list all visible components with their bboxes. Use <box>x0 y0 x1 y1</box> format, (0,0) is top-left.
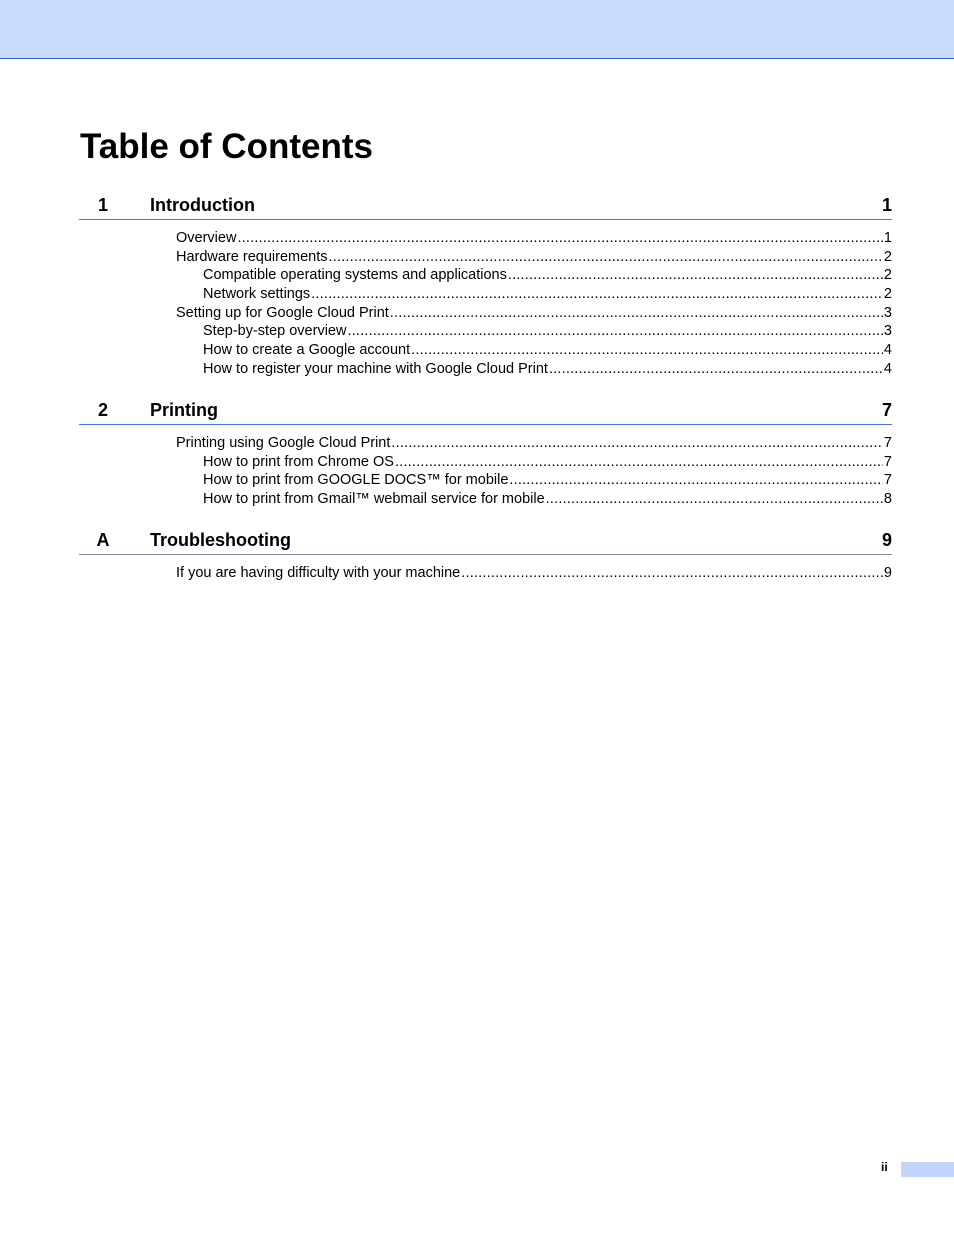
toc-subentry[interactable] <box>203 490 892 509</box>
entry-text: Step-by-step overview <box>203 323 347 340</box>
entry-page-number: 7 <box>883 435 892 451</box>
toc-entry[interactable] <box>176 304 892 323</box>
chapter-number: 1 <box>97 195 108 215</box>
entry-page-number: 2 <box>883 286 892 303</box>
toc-subentry[interactable] <box>203 285 892 304</box>
chapter-heading[interactable] <box>79 399 892 425</box>
dot-leader <box>347 322 882 341</box>
chapter-title: Troubleshooting <box>150 530 291 550</box>
entry-text: How to create a Google account <box>203 342 411 359</box>
toc-entry[interactable] <box>176 229 892 248</box>
entry-page-number: 2 <box>883 248 892 265</box>
entry-page-number: 4 <box>883 360 892 377</box>
toc-chapter-printing <box>79 399 892 509</box>
toc-chapter-troubleshooting <box>79 529 892 583</box>
chapter-page-number: 7 <box>881 400 892 420</box>
entry-page-number: 2 <box>883 267 892 284</box>
entry-text: How to print from Gmail™ webmail service for mobile <box>203 491 545 508</box>
header-band <box>0 0 954 59</box>
toc-entry[interactable] <box>176 434 892 453</box>
dot-leader <box>391 434 883 453</box>
toc-chapter-introduction <box>79 194 892 379</box>
toc-subentry[interactable] <box>203 266 892 285</box>
chapter-page-number: 1 <box>881 195 892 215</box>
toc-subentry[interactable] <box>203 322 892 341</box>
toc-entry[interactable] <box>176 564 892 583</box>
entry-page-number: 7 <box>883 472 892 489</box>
dot-leader <box>411 341 883 360</box>
entry-text: Compatible operating systems and applications <box>203 267 507 284</box>
dot-leader <box>237 229 882 248</box>
entry-page-number: 8 <box>883 491 892 508</box>
chapter-heading[interactable] <box>79 194 892 220</box>
entry-text: If you are having difficulty with your machine <box>176 565 461 581</box>
toc-subentry[interactable] <box>203 341 892 360</box>
chapter-number: A <box>96 530 110 550</box>
entry-text: How to register your machine with Google Cloud Print <box>203 360 548 377</box>
entry-text: Network settings <box>203 286 311 303</box>
toc-subentry[interactable] <box>203 471 892 490</box>
entry-page-number: 4 <box>883 342 892 359</box>
dot-leader <box>549 360 883 379</box>
chapter-title: Printing <box>150 400 218 420</box>
toc-entries <box>79 425 892 509</box>
toc-entry[interactable] <box>176 248 892 267</box>
dot-leader <box>461 564 883 583</box>
entry-text: Setting up for Google Cloud Print <box>176 304 389 321</box>
toc-subentry[interactable] <box>203 360 892 379</box>
entry-text: How to print from GOOGLE DOCS™ for mobile <box>203 472 509 489</box>
toc-entries <box>79 220 892 379</box>
footer-tab <box>901 1162 954 1177</box>
dot-leader <box>390 304 883 323</box>
chapter-heading[interactable] <box>79 529 892 555</box>
entry-page-number: 9 <box>883 565 892 581</box>
entry-page-number: 1 <box>883 230 892 246</box>
chapter-number: 2 <box>97 400 108 420</box>
entry-text: Hardware requirements <box>176 248 328 265</box>
dot-leader <box>508 266 883 285</box>
toc-subentry[interactable] <box>203 453 892 472</box>
chapter-title: Introduction <box>150 195 255 215</box>
entry-text: How to print from Chrome OS <box>203 453 394 470</box>
dot-leader <box>311 285 883 304</box>
chapter-page-number: 9 <box>881 530 892 550</box>
toc-entries <box>79 555 892 583</box>
page-title: Table of Contents <box>80 127 373 166</box>
entry-text: Overview <box>176 230 237 246</box>
entry-page-number: 7 <box>883 453 892 470</box>
dot-leader <box>329 248 883 267</box>
entry-text: Printing using Google Cloud Print <box>176 435 391 451</box>
footer-page-number: ii <box>881 1160 888 1174</box>
dot-leader <box>395 453 883 472</box>
entry-page-number: 3 <box>883 323 892 340</box>
dot-leader <box>546 490 883 509</box>
entry-page-number: 3 <box>883 304 892 321</box>
dot-leader <box>509 471 883 490</box>
